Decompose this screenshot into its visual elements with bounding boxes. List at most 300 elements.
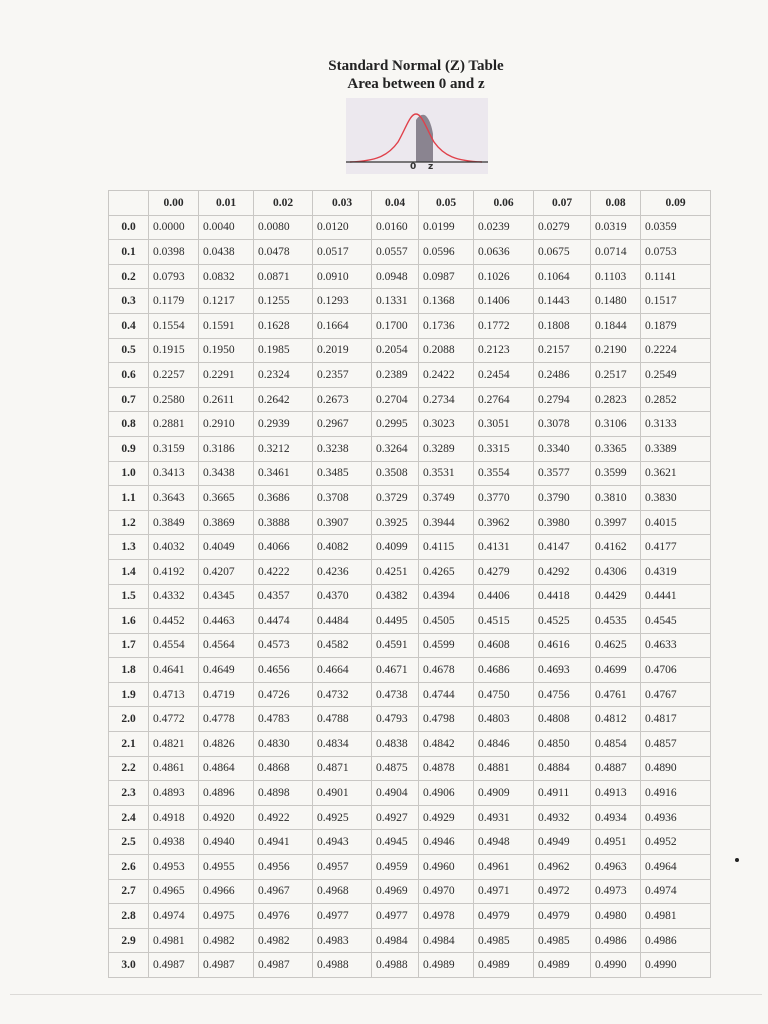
row-header-z: 1.0 [109, 461, 149, 486]
table-cell: 0.2224 [641, 338, 711, 363]
table-cell: 0.4162 [591, 535, 641, 560]
table-cell: 0.4842 [419, 732, 474, 757]
table-cell: 0.3643 [149, 486, 199, 511]
table-cell: 0.4920 [199, 805, 254, 830]
table-cell: 0.2486 [534, 363, 591, 388]
row-header-z: 2.2 [109, 756, 149, 781]
table-cell: 0.2257 [149, 363, 199, 388]
table-cell: 0.4986 [591, 928, 641, 953]
row-header-z: 2.0 [109, 707, 149, 732]
table-cell: 0.2995 [372, 412, 419, 437]
table-cell: 0.4564 [199, 633, 254, 658]
table-cell: 0.3980 [534, 510, 591, 535]
table-cell: 0.2704 [372, 387, 419, 412]
table-cell: 0.4834 [313, 732, 372, 757]
table-row [109, 559, 711, 584]
table-cell: 0.4957 [313, 855, 372, 880]
table-cell: 0.4951 [591, 830, 641, 855]
table-cell: 0.4783 [254, 707, 313, 732]
table-cell: 0.4904 [372, 781, 419, 806]
table-cell: 0.3461 [254, 461, 313, 486]
table-cell: 0.2454 [474, 363, 534, 388]
table-cell: 0.4973 [591, 879, 641, 904]
table-cell: 0.4988 [372, 953, 419, 978]
table-cell: 0.3790 [534, 486, 591, 511]
table-cell: 0.4812 [591, 707, 641, 732]
table-cell: 0.4982 [254, 928, 313, 953]
table-cell: 0.4948 [474, 830, 534, 855]
table-cell: 0.1844 [591, 313, 641, 338]
table-cell: 0.4788 [313, 707, 372, 732]
table-cell: 0.0279 [534, 215, 591, 240]
table-cell: 0.4956 [254, 855, 313, 880]
row-header-z: 0.6 [109, 363, 149, 388]
table-cell: 0.4625 [591, 633, 641, 658]
normal-curve-illustration [346, 98, 488, 174]
figure-label-zero: 0 [410, 162, 417, 172]
row-header-z: 1.8 [109, 658, 149, 683]
row-header-z: 0.5 [109, 338, 149, 363]
table-cell: 0.4573 [254, 633, 313, 658]
table-cell: 0.4990 [591, 953, 641, 978]
table-cell: 0.2611 [199, 387, 254, 412]
table-cell: 0.0199 [419, 215, 474, 240]
table-cell: 0.4633 [641, 633, 711, 658]
table-cell: 0.4861 [149, 756, 199, 781]
table-cell: 0.3340 [534, 436, 591, 461]
table-cell: 0.4686 [474, 658, 534, 683]
table-cell: 0.4772 [149, 707, 199, 732]
table-cell: 0.4943 [313, 830, 372, 855]
table-cell: 0.0832 [199, 264, 254, 289]
table-cell: 0.3212 [254, 436, 313, 461]
table-cell: 0.4474 [254, 609, 313, 634]
table-cell: 0.4978 [419, 904, 474, 929]
table-cell: 0.1103 [591, 264, 641, 289]
table-cell: 0.3389 [641, 436, 711, 461]
table-cell: 0.4938 [149, 830, 199, 855]
table-cell: 0.3531 [419, 461, 474, 486]
table-cell: 0.1772 [474, 313, 534, 338]
table-cell: 0.3508 [372, 461, 419, 486]
table-cell: 0.4982 [199, 928, 254, 953]
table-cell: 0.1179 [149, 289, 199, 314]
table-cell: 0.3665 [199, 486, 254, 511]
table-cell: 0.4678 [419, 658, 474, 683]
column-header: 0.00 [149, 191, 199, 216]
table-cell: 0.1480 [591, 289, 641, 314]
table-cell: 0.1331 [372, 289, 419, 314]
table-cell: 0.4535 [591, 609, 641, 634]
row-header-z: 2.6 [109, 855, 149, 880]
table-cell: 0.2734 [419, 387, 474, 412]
table-cell: 0.4778 [199, 707, 254, 732]
table-cell: 0.1554 [149, 313, 199, 338]
table-cell: 0.2642 [254, 387, 313, 412]
column-header: 0.05 [419, 191, 474, 216]
table-cell: 0.3238 [313, 436, 372, 461]
table-cell: 0.1628 [254, 313, 313, 338]
table-cell: 0.4236 [313, 559, 372, 584]
row-header-z: 2.3 [109, 781, 149, 806]
table-cell: 0.4099 [372, 535, 419, 560]
table-cell: 0.4936 [641, 805, 711, 830]
table-cell: 0.3944 [419, 510, 474, 535]
table-cell: 0.4850 [534, 732, 591, 757]
table-cell: 0.4049 [199, 535, 254, 560]
table-row [109, 953, 711, 978]
table-cell: 0.4913 [591, 781, 641, 806]
table-row [109, 707, 711, 732]
table-cell: 0.3413 [149, 461, 199, 486]
table-cell: 0.3810 [591, 486, 641, 511]
table-cell: 0.4868 [254, 756, 313, 781]
table-row [109, 535, 711, 560]
table-cell: 0.2157 [534, 338, 591, 363]
table-cell: 0.4881 [474, 756, 534, 781]
table-cell: 0.2939 [254, 412, 313, 437]
table-cell: 0.4817 [641, 707, 711, 732]
table-cell: 0.4985 [474, 928, 534, 953]
table-cell: 0.4838 [372, 732, 419, 757]
table-cell: 0.4967 [254, 879, 313, 904]
table-cell: 0.4925 [313, 805, 372, 830]
table-row [109, 830, 711, 855]
table-cell: 0.0557 [372, 240, 419, 265]
table-cell: 0.3599 [591, 461, 641, 486]
table-cell: 0.4962 [534, 855, 591, 880]
table-cell: 0.4732 [313, 682, 372, 707]
table-cell: 0.3770 [474, 486, 534, 511]
table-cell: 0.4918 [149, 805, 199, 830]
table-cell: 0.4922 [254, 805, 313, 830]
table-cell: 0.1736 [419, 313, 474, 338]
table-cell: 0.4971 [474, 879, 534, 904]
table-cell: 0.0120 [313, 215, 372, 240]
table-cell: 0.4582 [313, 633, 372, 658]
table-cell: 0.3365 [591, 436, 641, 461]
table-cell: 0.2852 [641, 387, 711, 412]
table-cell: 0.3888 [254, 510, 313, 535]
table-cell: 0.4981 [149, 928, 199, 953]
table-cell: 0.0714 [591, 240, 641, 265]
table-cell: 0.4974 [149, 904, 199, 929]
table-cell: 0.4966 [199, 879, 254, 904]
z-table [108, 190, 711, 978]
table-row [109, 289, 711, 314]
row-header-z: 1.5 [109, 584, 149, 609]
table-cell: 0.4979 [474, 904, 534, 929]
table-cell: 0.4131 [474, 535, 534, 560]
table-cell: 0.0793 [149, 264, 199, 289]
table-cell: 0.2357 [313, 363, 372, 388]
table-cell: 0.2517 [591, 363, 641, 388]
table-cell: 0.4901 [313, 781, 372, 806]
table-cell: 0.4826 [199, 732, 254, 757]
table-cell: 0.4406 [474, 584, 534, 609]
table-cell: 0.4953 [149, 855, 199, 880]
table-cell: 0.4976 [254, 904, 313, 929]
table-cell: 0.4664 [313, 658, 372, 683]
table-cell: 0.4965 [149, 879, 199, 904]
table-cell: 0.4177 [641, 535, 711, 560]
table-cell: 0.4756 [534, 682, 591, 707]
row-header-z: 1.2 [109, 510, 149, 535]
table-cell: 0.4955 [199, 855, 254, 880]
table-cell: 0.2324 [254, 363, 313, 388]
table-cell: 0.4808 [534, 707, 591, 732]
table-cell: 0.4265 [419, 559, 474, 584]
table-cell: 0.3577 [534, 461, 591, 486]
row-header-z: 0.9 [109, 436, 149, 461]
table-cell: 0.4452 [149, 609, 199, 634]
table-cell: 0.4970 [419, 879, 474, 904]
table-cell: 0.1368 [419, 289, 474, 314]
table-cell: 0.2823 [591, 387, 641, 412]
table-cell: 0.1985 [254, 338, 313, 363]
table-cell: 0.4332 [149, 584, 199, 609]
table-cell: 0.4222 [254, 559, 313, 584]
normal-curve-figure [346, 98, 488, 174]
table-cell: 0.2389 [372, 363, 419, 388]
table-cell: 0.1255 [254, 289, 313, 314]
table-row [109, 633, 711, 658]
table-cell: 0.3438 [199, 461, 254, 486]
table-cell: 0.2019 [313, 338, 372, 363]
table-row [109, 781, 711, 806]
table-cell: 0.4884 [534, 756, 591, 781]
table-cell: 0.4945 [372, 830, 419, 855]
table-cell: 0.3078 [534, 412, 591, 437]
table-cell: 0.4319 [641, 559, 711, 584]
table-cell: 0.1879 [641, 313, 711, 338]
column-header: 0.04 [372, 191, 419, 216]
table-cell: 0.4545 [641, 609, 711, 634]
table-cell: 0.4960 [419, 855, 474, 880]
column-header: 0.06 [474, 191, 534, 216]
table-cell: 0.0517 [313, 240, 372, 265]
table-cell: 0.4608 [474, 633, 534, 658]
table-row [109, 732, 711, 757]
table-cell: 0.4671 [372, 658, 419, 683]
table-cell: 0.4946 [419, 830, 474, 855]
table-cell: 0.0359 [641, 215, 711, 240]
table-cell: 0.4744 [419, 682, 474, 707]
table-cell: 0.4890 [641, 756, 711, 781]
row-header-z: 0.8 [109, 412, 149, 437]
table-cell: 0.4898 [254, 781, 313, 806]
table-cell: 0.4987 [254, 953, 313, 978]
table-cell: 0.4893 [149, 781, 199, 806]
table-cell: 0.4830 [254, 732, 313, 757]
table-cell: 0.4738 [372, 682, 419, 707]
table-cell: 0.4927 [372, 805, 419, 830]
table-row [109, 313, 711, 338]
table-cell: 0.2764 [474, 387, 534, 412]
table-cell: 0.4082 [313, 535, 372, 560]
table-cell: 0.3133 [641, 412, 711, 437]
table-cell: 0.3023 [419, 412, 474, 437]
table-cell: 0.4986 [641, 928, 711, 953]
table-cell: 0.4846 [474, 732, 534, 757]
table-cell: 0.0636 [474, 240, 534, 265]
table-cell: 0.4656 [254, 658, 313, 683]
table-cell: 0.3106 [591, 412, 641, 437]
table-cell: 0.3869 [199, 510, 254, 535]
table-cell: 0.4292 [534, 559, 591, 584]
table-cell: 0.1808 [534, 313, 591, 338]
table-cell: 0.4484 [313, 609, 372, 634]
z-table-header [109, 191, 711, 216]
table-cell: 0.4985 [534, 928, 591, 953]
table-row [109, 486, 711, 511]
table-row [109, 264, 711, 289]
table-cell: 0.4251 [372, 559, 419, 584]
table-cell: 0.4505 [419, 609, 474, 634]
table-cell: 0.4969 [372, 879, 419, 904]
table-cell: 0.4793 [372, 707, 419, 732]
table-row [109, 904, 711, 929]
row-header-z: 2.4 [109, 805, 149, 830]
table-cell: 0.4357 [254, 584, 313, 609]
document-title: Standard Normal (Z) Table [328, 58, 504, 74]
table-row [109, 240, 711, 265]
row-header-z: 1.9 [109, 682, 149, 707]
table-cell: 0.1517 [641, 289, 711, 314]
table-cell: 0.0478 [254, 240, 313, 265]
table-cell: 0.1950 [199, 338, 254, 363]
table-cell: 0.0987 [419, 264, 474, 289]
table-row [109, 658, 711, 683]
table-cell: 0.4761 [591, 682, 641, 707]
table-cell: 0.1064 [534, 264, 591, 289]
table-cell: 0.3686 [254, 486, 313, 511]
table-cell: 0.4934 [591, 805, 641, 830]
table-row [109, 387, 711, 412]
table-row [109, 756, 711, 781]
column-header: 0.03 [313, 191, 372, 216]
table-cell: 0.4975 [199, 904, 254, 929]
table-cell: 0.4429 [591, 584, 641, 609]
table-cell: 0.4989 [474, 953, 534, 978]
table-cell: 0.4911 [534, 781, 591, 806]
table-cell: 0.4909 [474, 781, 534, 806]
table-cell: 0.4279 [474, 559, 534, 584]
figure-label-z: z [428, 162, 434, 172]
table-cell: 0.4857 [641, 732, 711, 757]
table-row [109, 412, 711, 437]
table-cell: 0.1443 [534, 289, 591, 314]
table-cell: 0.4382 [372, 584, 419, 609]
table-cell: 0.4940 [199, 830, 254, 855]
table-cell: 0.3729 [372, 486, 419, 511]
table-cell: 0.3749 [419, 486, 474, 511]
table-cell: 0.3962 [474, 510, 534, 535]
table-cell: 0.4854 [591, 732, 641, 757]
table-cell: 0.4713 [149, 682, 199, 707]
table-cell: 0.2794 [534, 387, 591, 412]
row-header-z: 1.7 [109, 633, 149, 658]
table-cell: 0.4591 [372, 633, 419, 658]
table-cell: 0.4525 [534, 609, 591, 634]
table-cell: 0.4066 [254, 535, 313, 560]
table-cell: 0.4115 [419, 535, 474, 560]
table-row [109, 682, 711, 707]
table-cell: 0.4207 [199, 559, 254, 584]
table-cell: 0.4875 [372, 756, 419, 781]
table-cell: 0.4821 [149, 732, 199, 757]
table-cell: 0.4974 [641, 879, 711, 904]
table-cell: 0.0080 [254, 215, 313, 240]
table-cell: 0.1026 [474, 264, 534, 289]
table-row [109, 510, 711, 535]
table-cell: 0.4441 [641, 584, 711, 609]
table-cell: 0.4803 [474, 707, 534, 732]
table-cell: 0.0239 [474, 215, 534, 240]
table-cell: 0.3849 [149, 510, 199, 535]
table-cell: 0.3051 [474, 412, 534, 437]
table-cell: 0.4345 [199, 584, 254, 609]
row-header-z: 0.1 [109, 240, 149, 265]
table-cell: 0.0948 [372, 264, 419, 289]
table-cell: 0.4616 [534, 633, 591, 658]
table-cell: 0.2422 [419, 363, 474, 388]
table-cell: 0.1293 [313, 289, 372, 314]
table-cell: 0.4896 [199, 781, 254, 806]
table-cell: 0.4941 [254, 830, 313, 855]
header-row [109, 191, 711, 216]
table-cell: 0.4878 [419, 756, 474, 781]
table-cell: 0.4394 [419, 584, 474, 609]
table-cell: 0.2291 [199, 363, 254, 388]
table-cell: 0.4599 [419, 633, 474, 658]
table-cell: 0.2190 [591, 338, 641, 363]
row-header-z: 0.3 [109, 289, 149, 314]
row-header-z: 2.7 [109, 879, 149, 904]
table-cell: 0.4972 [534, 879, 591, 904]
table-row [109, 215, 711, 240]
table-cell: 0.3997 [591, 510, 641, 535]
table-cell: 0.4983 [313, 928, 372, 953]
table-cell: 0.1141 [641, 264, 711, 289]
table-cell: 0.3315 [474, 436, 534, 461]
row-header-z: 2.9 [109, 928, 149, 953]
table-cell: 0.4977 [372, 904, 419, 929]
header-corner-cell [109, 191, 149, 216]
table-cell: 0.4916 [641, 781, 711, 806]
table-cell: 0.0160 [372, 215, 419, 240]
table-cell: 0.4984 [419, 928, 474, 953]
row-header-z: 2.8 [109, 904, 149, 929]
table-cell: 0.4932 [534, 805, 591, 830]
table-cell: 0.0040 [199, 215, 254, 240]
column-header: 0.07 [534, 191, 591, 216]
table-cell: 0.4961 [474, 855, 534, 880]
row-header-z: 1.4 [109, 559, 149, 584]
table-cell: 0.4952 [641, 830, 711, 855]
table-cell: 0.4977 [313, 904, 372, 929]
row-header-z: 0.7 [109, 387, 149, 412]
row-header-z: 0.4 [109, 313, 149, 338]
table-cell: 0.4968 [313, 879, 372, 904]
row-header-z: 1.6 [109, 609, 149, 634]
z-table-body [109, 215, 711, 977]
table-row [109, 609, 711, 634]
row-header-z: 0.2 [109, 264, 149, 289]
table-cell: 0.4554 [149, 633, 199, 658]
row-header-z: 2.5 [109, 830, 149, 855]
table-cell: 0.4418 [534, 584, 591, 609]
